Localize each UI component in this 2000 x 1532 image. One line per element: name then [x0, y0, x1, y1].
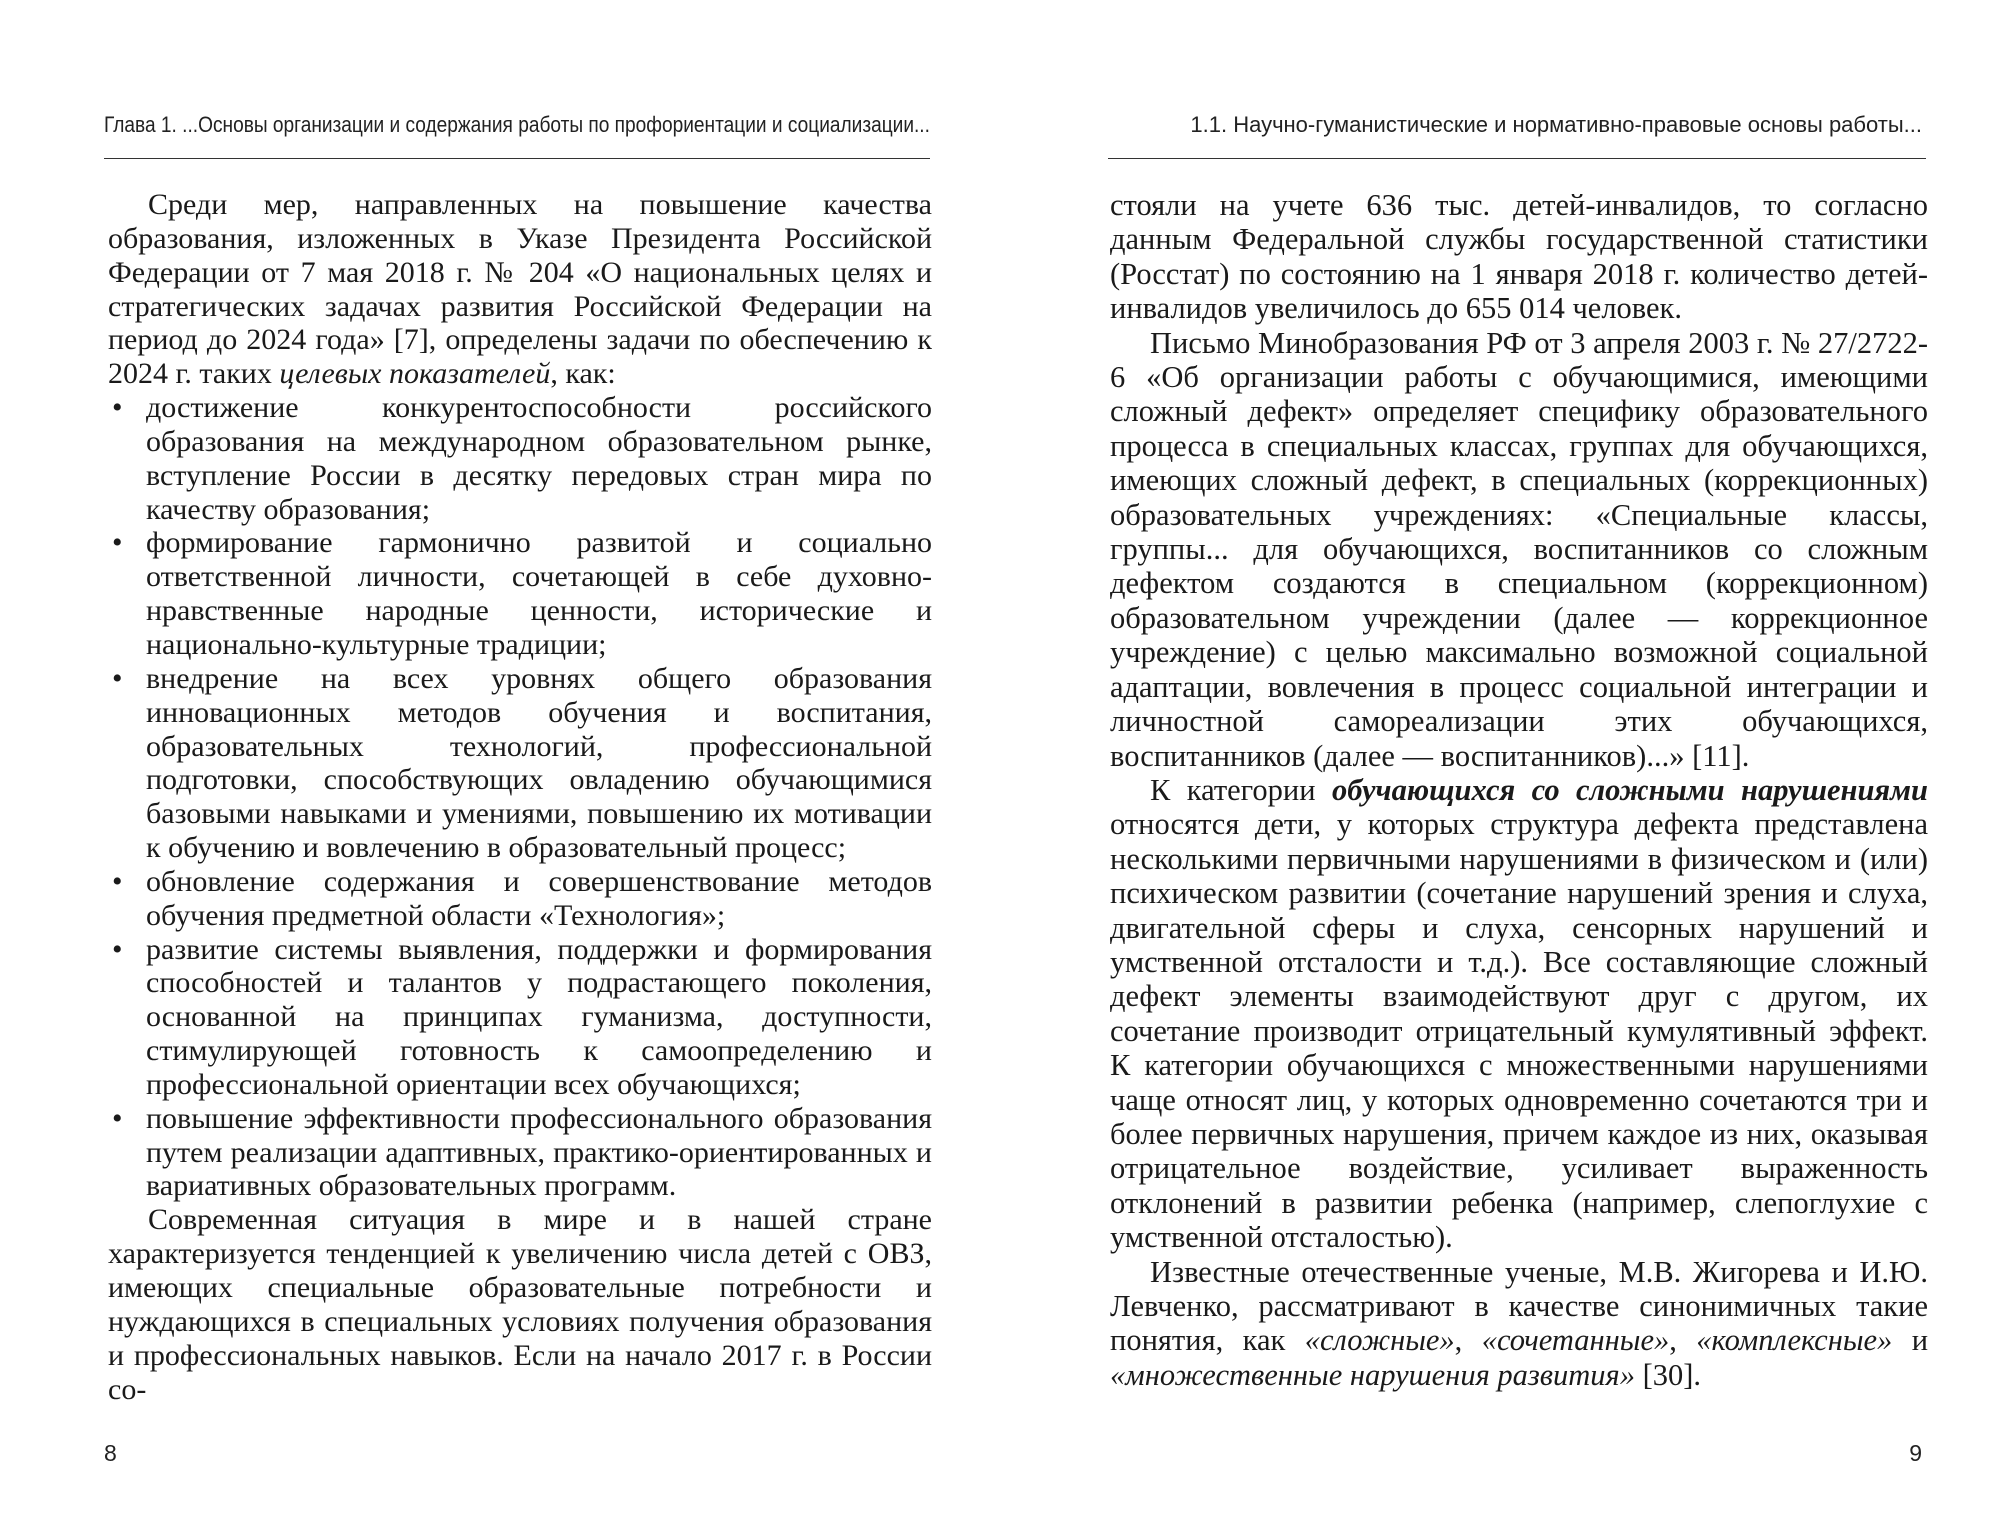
list-item: • внедрение на всех уровнях общего образования инновационных методов обучения и воспитания, образовательных технологий, профессиональной подготовки, способствующих овладению обучающимися базовыми навыками и умениями, повышению их мотивации к обучению и вовлечению в образовательный процесс; — [108, 662, 932, 865]
citation: [30]. — [1634, 1357, 1702, 1392]
right-running-head: 1.1. Научно-гуманистические и нормативно-правовые основы работы... — [1190, 112, 1922, 137]
right-body-text — [1110, 188, 1928, 1392]
left-header-rule — [104, 158, 930, 159]
list-item: • повышение эффективности профессионального образования путем реализации адаптивных, практико-ориентированных и вариативных образовательных программ. — [108, 1102, 932, 1204]
list-item: • обновление содержания и совершенствование методов обучения предметной области «Технология»; — [108, 865, 932, 933]
category-paragraph — [1110, 773, 1928, 1255]
right-page-number: 9 — [1909, 1440, 1922, 1466]
category-emphasis: обучающихся со сложными нарушениями — [1331, 772, 1928, 807]
list-item: • формирование гармонично развитой и социально ответственной личности, сочетающей в себе духовно-нравственные народные ценности, исторические и национально-культурные традиции; — [108, 526, 932, 661]
continuation-paragraph: стояли на учете 636 тыс. детей-инвалидов, то согласно данным Федеральной службы государственной статистики (Росстат) по состоянию на 1 января 2018 г. количество детей-инвалидов увеличилось до 655 014 человек. — [1110, 188, 1928, 326]
scholars-paragraph — [1110, 1255, 1928, 1393]
intro-emphasis: целевых показателей — [279, 357, 551, 391]
term-complex: «сложные» — [1304, 1323, 1455, 1358]
category-lead: К категории — [1150, 772, 1332, 807]
intro-paragraph — [108, 188, 932, 391]
left-body-text — [108, 188, 932, 1406]
closing-paragraph: Современная ситуация в мире и в нашей стране характеризуется тенденцией к увеличению числа детей с ОВЗ, имеющих специальные образовательные потребности и нуждающихся в специальных условиях получения образования и профессиональных навыков. Если на начало 2017 г. в России со- — [108, 1203, 932, 1406]
list-item: • достижение конкурентоспособности российского образования на международном образовательном рынке, вступление России в десятку передовых стран мира по качеству образования; — [108, 391, 932, 526]
list-item: • развитие системы выявления, поддержки и формирования способностей и талантов у подрастающего поколения, основанной на принципах гуманизма, доступности, стимулирующей готовность к самоопределению и профессиональной ориентации всех обучающихся; — [108, 933, 932, 1102]
separator: , — [1669, 1323, 1697, 1358]
right-header-rule — [1108, 158, 1926, 159]
left-running-head: Глава 1. ...Основы организации и содержания работы по профориентации и социализации... — [104, 112, 930, 137]
intro-tail: , как: — [550, 357, 616, 391]
term-combined: «сочетанные» — [1481, 1323, 1670, 1358]
scholars-text: Известные отечественные ученые, М.В. Жигорева и И.Ю. Левченко, рассматривают в качестве синонимичных такие понятия, как — [1110, 1254, 1928, 1358]
letter-paragraph: Письмо Минобразования РФ от 3 апреля 2003 г. № 27/2722-6 «Об организации работы с обучающимися, имеющими сложный дефект» определяет специфику образовательного процесса в специальных классах, группах для обучающихся, имеющих сложный дефект, в специальных (коррекционных) образовательных учреждениях: «Специальные классы, группы... для обучающихся, воспитанников со сложным дефектом создаются в специальном (коррекционном) образовательном учреждении (далее — коррекционное учреждение) с целью максимально возможной социальной адаптации, вовлечения в процесс социальной интеграции и личностной самореализации этих обучающихся, воспитанников (далее — воспитанников)...» [11]. — [1110, 325, 1929, 773]
separator: и — [1892, 1323, 1929, 1358]
term-comprehensive: «комплексные» — [1696, 1323, 1893, 1358]
term-multiple: «множественные нарушения развития» — [1110, 1357, 1635, 1392]
target-indicators-list — [108, 391, 932, 1203]
left-page-number: 8 — [104, 1440, 117, 1466]
category-text: относятся дети, у которых структура дефекта представлена несколькими первичными нарушениями в физическом и (или) психическом развитии (сочетание нарушений зрения и слуха, двигательной сферы и слуха, сенсорных нарушений и умственной отсталости и т.д.). Все составляющие сложный дефект элементы взаимодействуют друг с другом, их сочетание производит отрицательный кумулятивный эффект. К категории обучающихся с множественными нарушениями чаще относят лиц, у которых одновременно сочетаются три и более первичных нарушения, причем каждое из них, оказывая отрицательное воздействие, усиливает выраженность отклонений в развитии ребенка (например, слепоглухие с умственной отсталостью). — [1110, 807, 1928, 1255]
right-page — [1000, 0, 2000, 1532]
separator: , — [1454, 1323, 1482, 1358]
intro-text: Среди мер, направленных на повышение качества образования, изложенных в Указе Президента Российской Федерации от 7 мая 2018 г. № 204 «О национальных целях и стратегических задачах развития Российской Федерации на период до 2024 года» [7], определены задачи по обеспечению к 2024 г. таких — [108, 188, 932, 391]
